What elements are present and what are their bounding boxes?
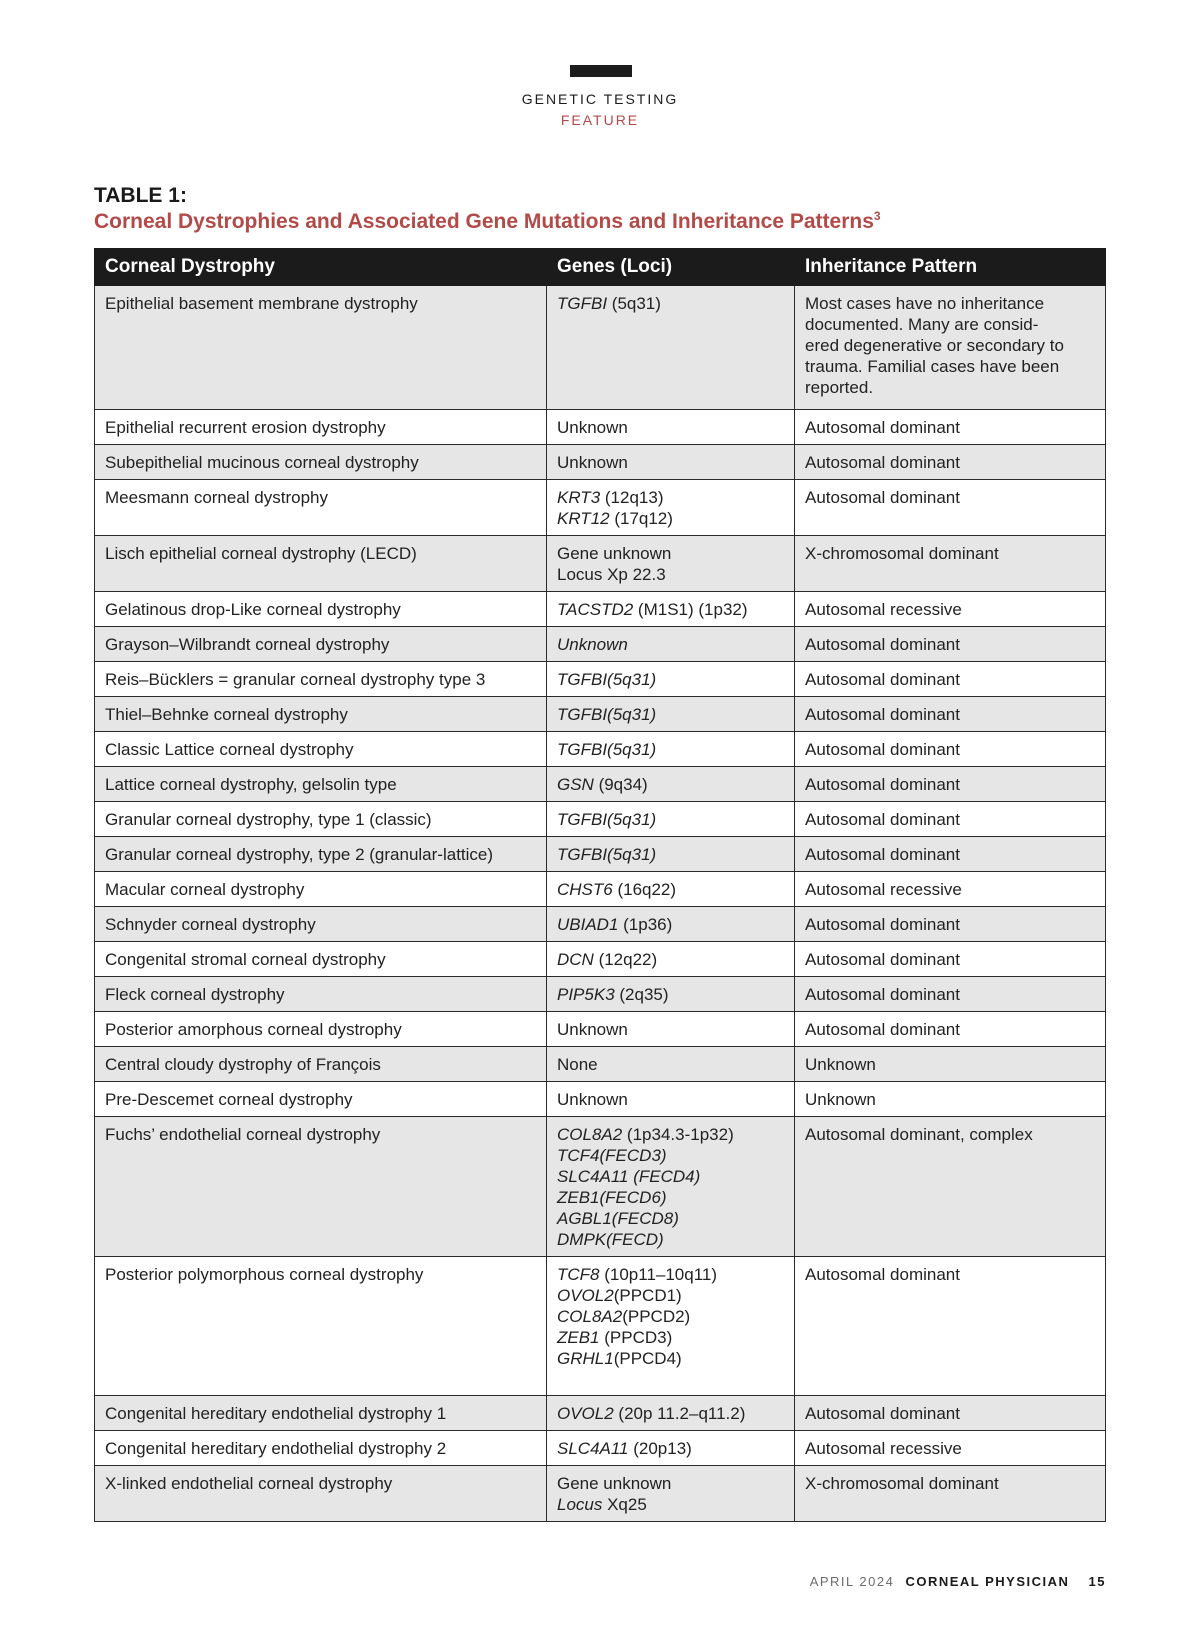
gene-name: Locus: [557, 1495, 603, 1514]
cell-inheritance: [795, 907, 1106, 942]
gene-entry: [557, 774, 784, 795]
gene-entry: [557, 543, 784, 564]
gene-locus: (5q31): [607, 294, 661, 313]
inheritance-line: reported.: [805, 378, 874, 397]
gene-entry: [557, 1348, 784, 1369]
cell-inheritance: [795, 872, 1106, 907]
cell-genes: [547, 837, 795, 872]
gene-name: Gene unknown: [557, 544, 672, 563]
table-row: [95, 1466, 1106, 1522]
gene-entry: [557, 634, 784, 655]
table-row: [95, 872, 1106, 907]
cell-inheritance: [795, 1117, 1106, 1257]
table-number: TABLE 1:: [94, 184, 187, 207]
gene-entry: [557, 1494, 784, 1515]
table-row: [95, 942, 1106, 977]
table-row: [95, 1117, 1106, 1257]
gene-locus: (10p11–10q11): [599, 1265, 718, 1284]
section-label: GENETIC TESTING: [521, 91, 679, 107]
table-row: [95, 907, 1106, 942]
table-row: [95, 627, 1106, 662]
gene-entry: [557, 564, 784, 585]
gene-name: DMPK(FECD): [557, 1230, 664, 1249]
gene-locus: (16q22): [612, 880, 677, 899]
table-row: [95, 1396, 1106, 1431]
gene-locus: (20p13): [628, 1439, 692, 1458]
gene-entry: [557, 452, 784, 473]
gene-name: UBIAD1: [557, 915, 619, 934]
inheritance-line: Autosomal dominant: [805, 1020, 960, 1039]
cell-inheritance: [795, 1082, 1106, 1117]
inheritance-line: Autosomal dominant: [805, 810, 960, 829]
gene-name: ZEB1(FECD6): [557, 1188, 667, 1207]
inheritance-line: Autosomal dominant, complex: [805, 1125, 1033, 1144]
cell-inheritance: [795, 480, 1106, 536]
inheritance-line: Most cases have no inheritance: [805, 294, 1045, 313]
cell-genes: [547, 662, 795, 697]
cell-inheritance: [795, 410, 1106, 445]
inheritance-line: Unknown: [805, 1090, 876, 1109]
cell-genes: [547, 1396, 795, 1431]
footer-publication: CORNEAL PHYSICIAN: [905, 1574, 1070, 1589]
cell-genes: [547, 592, 795, 627]
cell-inheritance: [795, 1396, 1106, 1431]
cell-inheritance: [795, 1047, 1106, 1082]
cell-inheritance: [795, 732, 1106, 767]
gene-entry: [557, 508, 784, 529]
cell-genes: [547, 977, 795, 1012]
gene-name: PIP5K3: [557, 985, 615, 1004]
gene-name: AGBL1(FECD8): [557, 1209, 679, 1228]
cell-genes: [547, 872, 795, 907]
gene-entry: [557, 1403, 784, 1424]
gene-name: COL8A2: [557, 1307, 623, 1326]
gene-entry: [557, 949, 784, 970]
cell-dystrophy: Thiel–Behnke corneal dystrophy: [95, 697, 547, 732]
inheritance-line: X-chromosomal dominant: [805, 544, 999, 563]
table-title: [94, 209, 881, 234]
cell-inheritance: [795, 1466, 1106, 1522]
gene-entry: [557, 1054, 784, 1075]
cell-inheritance: [795, 536, 1106, 592]
gene-name: OVOL2: [557, 1404, 614, 1423]
cell-genes: [547, 697, 795, 732]
gene-entry: [557, 293, 784, 314]
cell-dystrophy: Grayson–Wilbrandt corneal dystrophy: [95, 627, 547, 662]
column-header-inheritance: Inheritance Pattern: [795, 249, 1106, 286]
header-rule: [570, 65, 632, 77]
cell-genes: [547, 1012, 795, 1047]
cell-dystrophy: Gelatinous drop-Like corneal dystrophy: [95, 592, 547, 627]
gene-entry: [557, 914, 784, 935]
gene-name: Locus Xp 22.3: [557, 565, 666, 584]
gene-entry: [557, 1327, 784, 1348]
table-row: [95, 802, 1106, 837]
cell-dystrophy: Subepithelial mucinous corneal dystrophy: [95, 445, 547, 480]
gene-locus: (1p36): [618, 915, 673, 934]
page-number: 15: [1088, 1574, 1106, 1589]
cell-genes: [547, 1431, 795, 1466]
inheritance-line: Autosomal dominant: [805, 985, 960, 1004]
cell-inheritance: [795, 697, 1106, 732]
cell-dystrophy: Congenital stromal corneal dystrophy: [95, 942, 547, 977]
gene-name: KRT12: [557, 509, 610, 528]
gene-name: GSN: [557, 775, 594, 794]
gene-name: TGFBI(5q31): [557, 810, 657, 829]
cell-genes: [547, 627, 795, 662]
inheritance-line: Autosomal dominant: [805, 670, 960, 689]
inheritance-line: Autosomal dominant: [805, 635, 960, 654]
inheritance-line: Autosomal dominant: [805, 1404, 960, 1423]
cell-genes: [547, 536, 795, 592]
cell-dystrophy: X-linked endothelial corneal dystrophy: [95, 1466, 547, 1522]
table-row: [95, 480, 1106, 536]
inheritance-line: trauma. Familial cases have been: [805, 357, 1060, 376]
cell-dystrophy: Classic Lattice corneal dystrophy: [95, 732, 547, 767]
gene-entry: [557, 984, 784, 1005]
gene-name: Unknown: [557, 418, 628, 437]
cell-genes: [547, 410, 795, 445]
cell-dystrophy: Meesmann corneal dystrophy: [95, 480, 547, 536]
gene-name: TGFBI(5q31): [557, 670, 657, 689]
gene-name: Unknown: [557, 1020, 628, 1039]
cell-dystrophy: Fleck corneal dystrophy: [95, 977, 547, 1012]
gene-entry: [557, 1306, 784, 1327]
cell-genes: [547, 1466, 795, 1522]
gene-locus: (PPCD4): [613, 1349, 682, 1368]
column-header-dystrophy: Corneal Dystrophy: [95, 249, 547, 286]
cell-genes: [547, 767, 795, 802]
cell-inheritance: [795, 662, 1106, 697]
inheritance-line: Autosomal dominant: [805, 845, 960, 864]
gene-name: Gene unknown: [557, 1474, 672, 1493]
gene-name: CHST6: [557, 880, 613, 899]
gene-entry: [557, 1124, 784, 1145]
gene-locus: (2q35): [614, 985, 669, 1004]
inheritance-line: Autosomal dominant: [805, 740, 960, 759]
gene-locus: (17q12): [609, 509, 673, 528]
gene-locus: (12q13): [600, 488, 664, 507]
inheritance-line: Autosomal dominant: [805, 418, 960, 437]
cell-genes: [547, 1047, 795, 1082]
gene-locus: (1p34.3-1p32): [622, 1125, 734, 1144]
inheritance-line: Autosomal dominant: [805, 775, 960, 794]
cell-inheritance: [795, 1257, 1106, 1396]
cell-dystrophy: Reis–Bücklers = granular corneal dystrophy type 3: [95, 662, 547, 697]
cell-inheritance: [795, 977, 1106, 1012]
gene-name: TGFBI: [557, 294, 608, 313]
inheritance-line: Autosomal recessive: [805, 880, 962, 899]
gene-name: TGFBI(5q31): [557, 845, 657, 864]
gene-name: OVOL2: [557, 1286, 614, 1305]
cell-dystrophy: Congenital hereditary endothelial dystrophy 2: [95, 1431, 547, 1466]
inheritance-line: documented. Many are consid-: [805, 315, 1039, 334]
table-row: [95, 1257, 1106, 1396]
gene-entry: [557, 1166, 784, 1187]
gene-name: TGFBI(5q31): [557, 705, 657, 724]
cell-dystrophy: Fuchs’ endothelial corneal dystrophy: [95, 1117, 547, 1257]
cell-inheritance: [795, 802, 1106, 837]
gene-name: Unknown: [557, 453, 628, 472]
cell-genes: [547, 732, 795, 767]
gene-name: DCN: [557, 950, 594, 969]
gene-name: None: [557, 1055, 598, 1074]
gene-locus: Xq25: [602, 1495, 647, 1514]
cell-dystrophy: Pre-Descemet corneal dystrophy: [95, 1082, 547, 1117]
table-title-reference: 3: [873, 209, 881, 223]
gene-locus: (20p 11.2–q11.2): [613, 1404, 746, 1423]
gene-name: SLC4A11: [557, 1439, 629, 1458]
gene-entry: [557, 739, 784, 760]
page-footer: [810, 1574, 1106, 1589]
table-row: [95, 1082, 1106, 1117]
cell-dystrophy: Epithelial recurrent erosion dystrophy: [95, 410, 547, 445]
inheritance-line: Unknown: [805, 1055, 876, 1074]
cell-inheritance: [795, 942, 1106, 977]
table-row: [95, 1431, 1106, 1466]
inheritance-line: Autosomal recessive: [805, 600, 962, 619]
table-body: [95, 286, 1106, 1522]
footer-date: APRIL 2024: [809, 1574, 895, 1589]
table-row: [95, 767, 1106, 802]
gene-entry: [557, 1019, 784, 1040]
table-row: [95, 977, 1106, 1012]
dystrophy-table: [94, 248, 1106, 1522]
gene-entry: [557, 599, 784, 620]
cell-inheritance: [795, 837, 1106, 872]
gene-locus: (9q34): [593, 775, 648, 794]
cell-dystrophy: Macular corneal dystrophy: [95, 872, 547, 907]
cell-dystrophy: Posterior amorphous corneal dystrophy: [95, 1012, 547, 1047]
gene-name: TACSTD2: [557, 600, 634, 619]
table-row: [95, 732, 1106, 767]
cell-dystrophy: Schnyder corneal dystrophy: [95, 907, 547, 942]
cell-inheritance: [795, 627, 1106, 662]
gene-name: ZEB1: [557, 1328, 600, 1347]
cell-inheritance: [795, 286, 1106, 410]
gene-entry: [557, 879, 784, 900]
cell-genes: [547, 480, 795, 536]
inheritance-line: Autosomal dominant: [805, 950, 960, 969]
inheritance-line: Autosomal dominant: [805, 488, 960, 507]
cell-inheritance: [795, 592, 1106, 627]
table-title-text: Corneal Dystrophies and Associated Gene Mutations and Inheritance Patterns: [94, 210, 874, 233]
inheritance-line: Autosomal dominant: [805, 705, 960, 724]
gene-name: KRT3: [557, 488, 601, 507]
column-header-genes: Genes (Loci): [547, 249, 795, 286]
cell-dystrophy: Epithelial basement membrane dystrophy: [95, 286, 547, 410]
gene-name: Unknown: [557, 635, 628, 654]
cell-dystrophy: Lisch epithelial corneal dystrophy (LECD): [95, 536, 547, 592]
gene-locus: (12q22): [593, 950, 658, 969]
cell-dystrophy: Central cloudy dystrophy of François: [95, 1047, 547, 1082]
gene-locus: (PPCD1): [613, 1286, 682, 1305]
gene-entry: [557, 487, 784, 508]
gene-entry: [557, 704, 784, 725]
cell-dystrophy: Granular corneal dystrophy, type 2 (granular-lattice): [95, 837, 547, 872]
cell-inheritance: [795, 445, 1106, 480]
cell-dystrophy: Lattice corneal dystrophy, gelsolin type: [95, 767, 547, 802]
gene-name: TCF4(FECD3): [557, 1146, 667, 1165]
gene-entry: [557, 844, 784, 865]
inheritance-line: X-chromosomal dominant: [805, 1474, 999, 1493]
table-row: [95, 445, 1106, 480]
table-row: [95, 1012, 1106, 1047]
gene-entry: [557, 809, 784, 830]
gene-locus: (M1S1) (1p32): [633, 600, 748, 619]
gene-entry: [557, 417, 784, 438]
cell-inheritance: [795, 1012, 1106, 1047]
table-row: [95, 410, 1106, 445]
table-row: [95, 536, 1106, 592]
cell-dystrophy: Congenital hereditary endothelial dystrophy 1: [95, 1396, 547, 1431]
gene-entry: [557, 669, 784, 690]
gene-entry: [557, 1187, 784, 1208]
cell-genes: [547, 1257, 795, 1396]
gene-name: Unknown: [557, 1090, 628, 1109]
gene-name: TGFBI(5q31): [557, 740, 657, 759]
gene-name: COL8A2: [557, 1125, 623, 1144]
cell-genes: [547, 942, 795, 977]
gene-name: TCF8: [557, 1265, 600, 1284]
gene-entry: [557, 1089, 784, 1110]
table-row: [95, 697, 1106, 732]
table-row: [95, 662, 1106, 697]
gene-locus: (PPCD2): [622, 1307, 691, 1326]
cell-genes: [547, 1117, 795, 1257]
cell-genes: [547, 1082, 795, 1117]
cell-dystrophy: Posterior polymorphous corneal dystrophy: [95, 1257, 547, 1396]
section-sublabel: FEATURE: [560, 112, 640, 128]
gene-name: GRHL1: [557, 1349, 614, 1368]
table-row: [95, 837, 1106, 872]
gene-entry: [557, 1264, 784, 1285]
cell-genes: [547, 445, 795, 480]
inheritance-line: Autosomal dominant: [805, 915, 960, 934]
gene-name: SLC4A11 (FECD4): [557, 1167, 701, 1186]
table-row: [95, 592, 1106, 627]
gene-entry: [557, 1438, 784, 1459]
gene-locus: (PPCD3): [599, 1328, 673, 1347]
cell-inheritance: [795, 767, 1106, 802]
table-row: [95, 1047, 1106, 1082]
cell-genes: [547, 802, 795, 837]
cell-genes: [547, 286, 795, 410]
inheritance-line: Autosomal dominant: [805, 453, 960, 472]
cell-genes: [547, 907, 795, 942]
inheritance-line: ered degenerative or secondary to: [805, 336, 1064, 355]
cell-inheritance: [795, 1431, 1106, 1466]
gene-entry: [557, 1285, 784, 1306]
inheritance-line: Autosomal recessive: [805, 1439, 962, 1458]
table-header-row: [95, 249, 1106, 286]
gene-entry: [557, 1145, 784, 1166]
gene-entry: [557, 1229, 784, 1250]
gene-entry: [557, 1473, 784, 1494]
cell-dystrophy: Granular corneal dystrophy, type 1 (classic): [95, 802, 547, 837]
inheritance-line: Autosomal dominant: [805, 1265, 960, 1284]
gene-entry: [557, 1208, 784, 1229]
table-row: [95, 286, 1106, 410]
